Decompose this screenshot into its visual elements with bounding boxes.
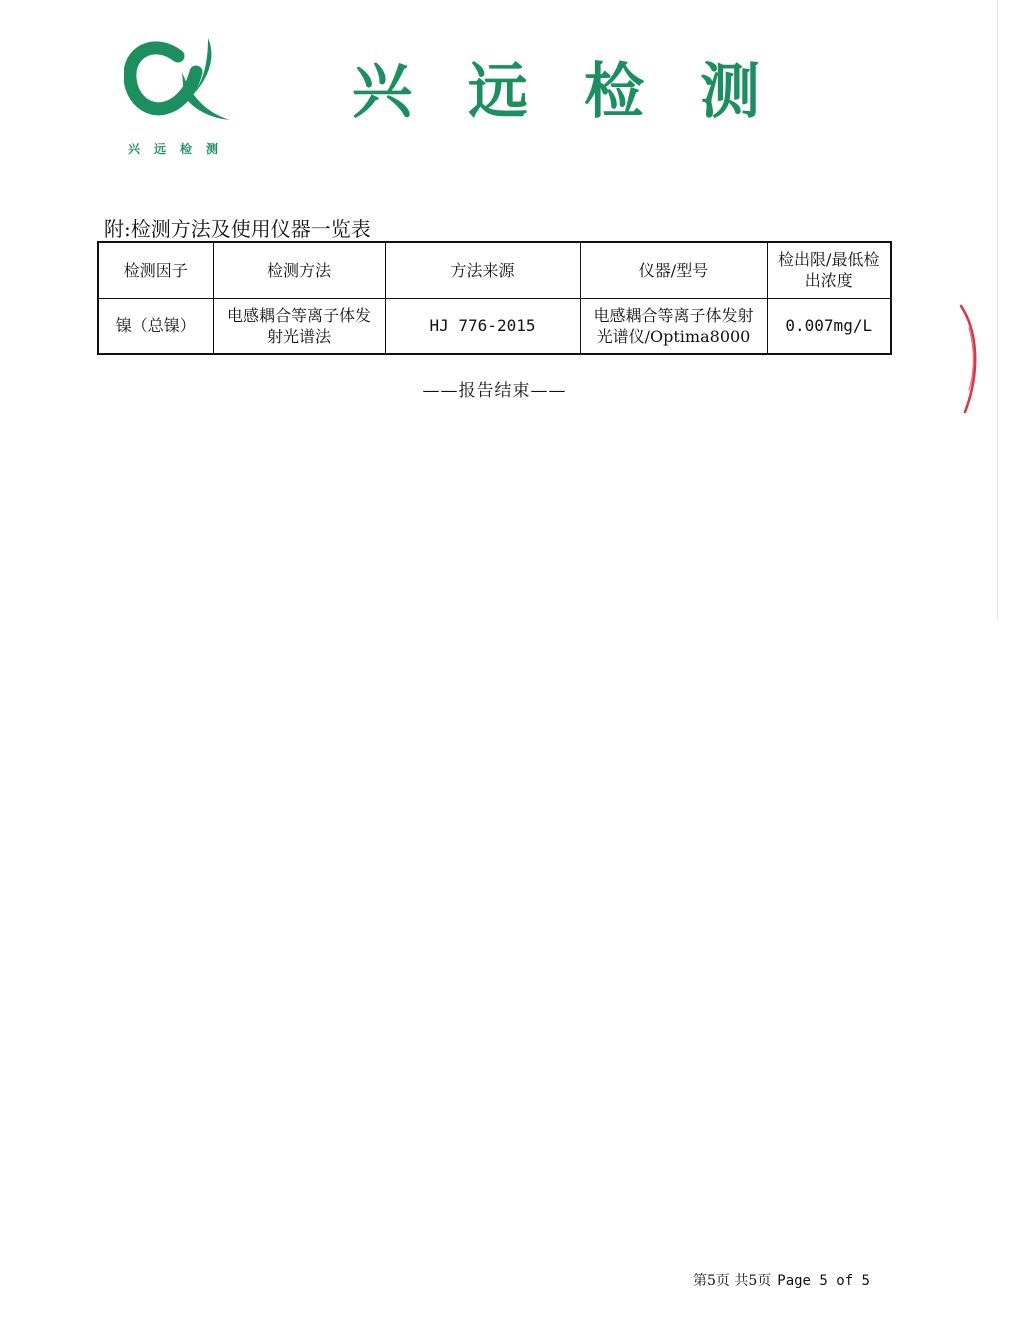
header-method: 检测方法 [213, 242, 385, 298]
header-limit [767, 242, 891, 298]
seal-stamp-fragment-icon [955, 300, 987, 420]
report-end-marker: ——报告结束—— [422, 381, 567, 401]
method-instrument-table [97, 241, 892, 355]
header-limit-line2: 出浓度 [804, 271, 853, 291]
header-factor: 检测因子 [98, 242, 213, 298]
table-header-row [98, 242, 891, 298]
cell-method-line1: 电感耦合等离子体发 [226, 305, 371, 325]
cell-method [213, 298, 385, 354]
cell-source: HJ 776-2015 [385, 298, 580, 354]
cell-instrument-line2: 光谱仪/Optima8000 [596, 326, 751, 346]
page-number-en: Page 5 of 5 [777, 1273, 870, 1289]
header-limit-line1: 检出限/最低检 [778, 250, 880, 270]
logo-caption: 兴远检测 [128, 142, 233, 156]
cell-limit: 0.007mg/L [767, 298, 891, 354]
company-logo-icon [124, 36, 236, 126]
table-row [98, 298, 891, 354]
page-footer [693, 1270, 870, 1290]
page-edge-line [997, 0, 998, 620]
cell-instrument-line1: 电感耦合等离子体发射 [593, 305, 754, 325]
cell-instrument [580, 298, 767, 354]
appendix-title: 附:检测方法及使用仪器一览表 [104, 217, 371, 241]
header-source: 方法来源 [385, 242, 580, 298]
header-instrument: 仪器/型号 [580, 242, 767, 298]
cell-factor: 镍（总镍） [98, 298, 213, 354]
cell-method-line2: 射光谱法 [266, 326, 331, 346]
brand-title: 兴远检测 [352, 57, 816, 127]
page-number-cn: 第5页 共5页 [693, 1273, 772, 1289]
